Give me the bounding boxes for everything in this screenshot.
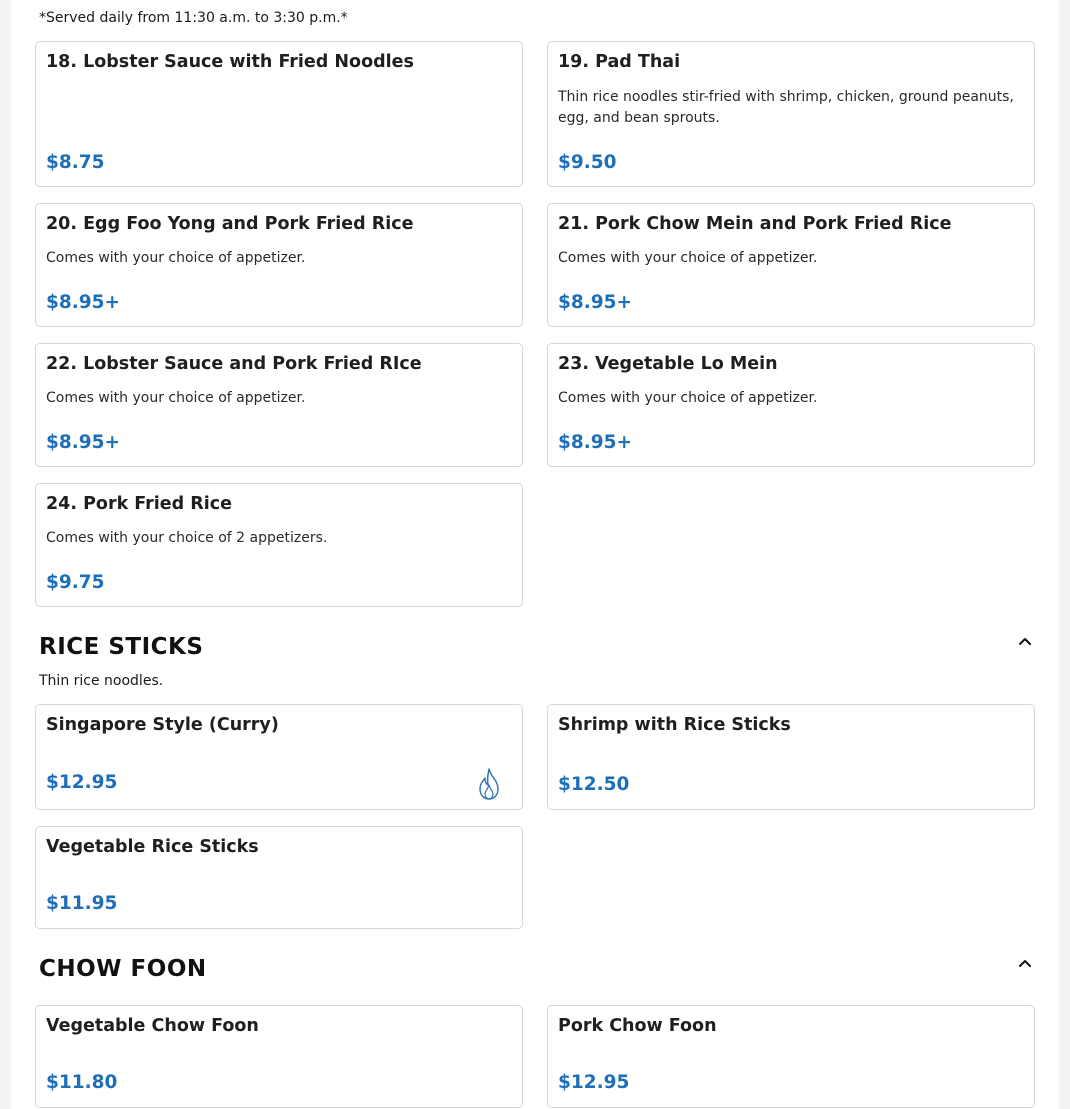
spicy-flame-icon [476, 767, 502, 801]
item-title: Singapore Style (Curry) [46, 715, 279, 735]
chevron-up-icon[interactable] [1017, 633, 1033, 649]
item-title: Vegetable Rice Sticks [46, 837, 259, 857]
item-price: $12.95 [558, 1072, 630, 1093]
item-price: $11.95 [46, 893, 118, 914]
menu-item-card[interactable] [547, 704, 1035, 810]
item-description: Comes with your choice of 2 appetizers. [46, 530, 328, 546]
item-price: $9.50 [558, 152, 617, 173]
item-description: Thin rice noodles stir-fried with shrimp, chicken, ground peanuts, egg, and bean sprouts. [558, 89, 1014, 126]
item-title: 21. Pork Chow Mein and Pork Fried Rice [558, 214, 952, 234]
item-description: Comes with your choice of appetizer. [558, 390, 818, 406]
item-title: 23. Vegetable Lo Mein [558, 354, 778, 374]
menu-item-card[interactable] [547, 41, 1035, 187]
item-price: $8.95+ [558, 292, 633, 313]
menu-page [11, 0, 1059, 1109]
menu-item-card[interactable] [35, 704, 523, 810]
item-price: $11.80 [46, 1072, 118, 1093]
item-price: $8.75 [46, 152, 105, 173]
section-title-rice-sticks: RICE STICKS [39, 634, 204, 660]
item-price: $8.95+ [46, 432, 121, 453]
item-price: $12.95 [46, 772, 118, 793]
menu-item-card[interactable] [35, 826, 523, 929]
item-description: Comes with your choice of appetizer. [558, 250, 818, 266]
item-description: Comes with your choice of appetizer. [46, 390, 306, 406]
serving-hours-note: *Served daily from 11:30 a.m. to 3:30 p.m.* [39, 10, 348, 26]
menu-item-card[interactable] [35, 1005, 523, 1108]
item-price: $12.50 [558, 774, 630, 795]
chevron-up-icon[interactable] [1017, 955, 1033, 971]
item-price: $8.95+ [558, 432, 633, 453]
menu-item-card[interactable] [547, 343, 1035, 467]
menu-item-card[interactable] [35, 343, 523, 467]
item-price: $9.75 [46, 572, 105, 593]
item-title: Shrimp with Rice Sticks [558, 715, 791, 735]
menu-item-card[interactable] [35, 203, 523, 327]
item-title: Vegetable Chow Foon [46, 1016, 259, 1036]
menu-item-card[interactable] [35, 483, 523, 607]
item-title: 19. Pad Thai [558, 52, 681, 72]
item-title: Pork Chow Foon [558, 1016, 717, 1036]
item-title: 18. Lobster Sauce with Fried Noodles [46, 52, 414, 72]
section-description: Thin rice noodles. [39, 673, 164, 689]
item-price: $8.95+ [46, 292, 121, 313]
menu-item-card[interactable] [547, 1005, 1035, 1108]
menu-item-card[interactable] [35, 41, 523, 187]
item-title: 22. Lobster Sauce and Pork Fried RIce [46, 354, 422, 374]
item-title: 24. Pork Fried Rice [46, 494, 232, 514]
menu-item-card[interactable] [547, 203, 1035, 327]
item-title: 20. Egg Foo Yong and Pork Fried Rice [46, 214, 414, 234]
item-description: Comes with your choice of appetizer. [46, 250, 306, 266]
section-title-chow-foon: CHOW FOON [39, 956, 207, 982]
